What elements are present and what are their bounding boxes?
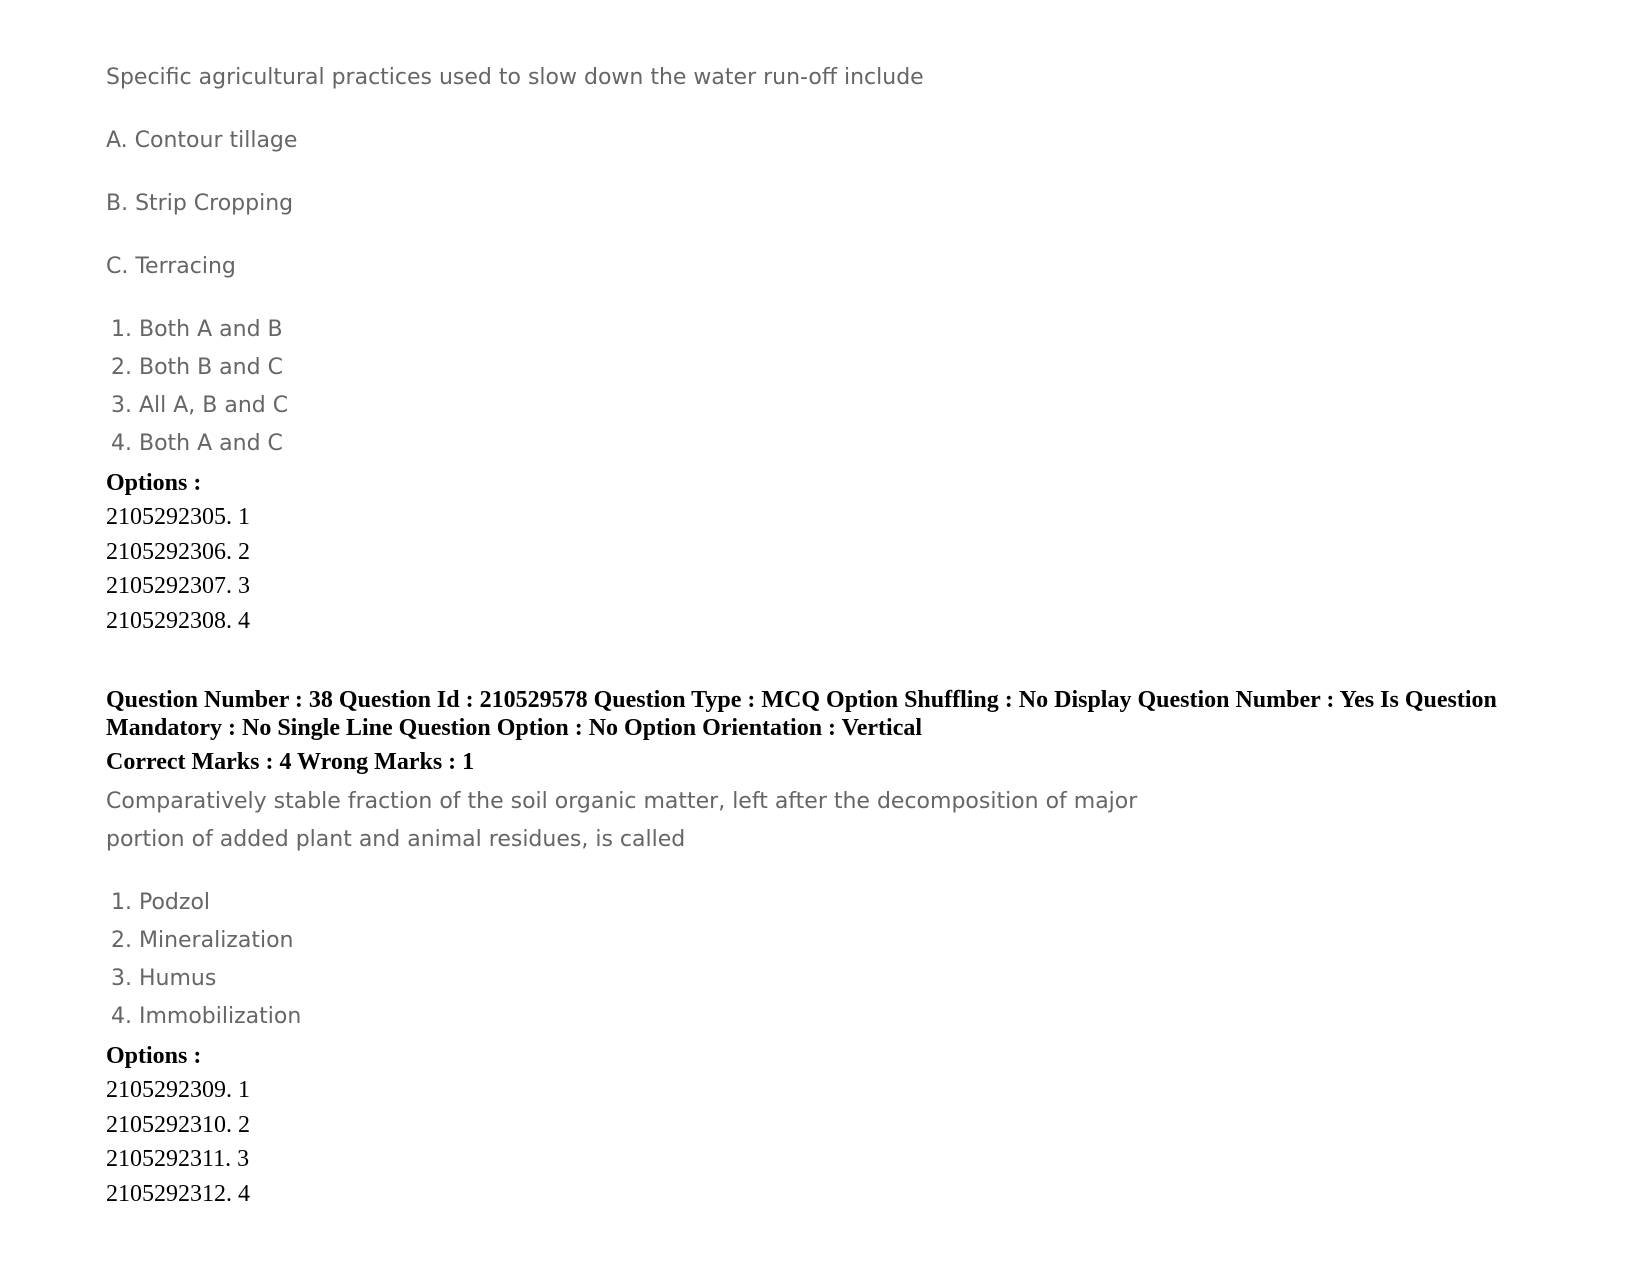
question-meta: Question Number : 38 Question Id : 210529578 Question Type : MCQ Option Shuffling : No Display Question Number : Yes Is Question Mandatory : No Single Line Question Option : No Option Orientation : Vertical	[106, 687, 1497, 741]
options-heading: Options :	[106, 470, 202, 496]
choice-4: 4. Immobilization	[111, 1004, 302, 1029]
choice-3: 3. All A, B and C	[111, 393, 289, 418]
choice-4: 4. Both A and C	[111, 431, 283, 456]
statement-a: A. Contour tillage	[106, 128, 298, 153]
option-id-2: 2105292310. 2	[106, 1112, 250, 1138]
option-id-4: 2105292312. 4	[106, 1181, 250, 1207]
question-text-line-1: Comparatively stable fraction of the soil organic matter, left after the decomposition of major	[106, 789, 1138, 814]
choice-2: 2. Mineralization	[111, 928, 294, 953]
statement-b: B. Strip Cropping	[106, 191, 294, 216]
option-id-1: 2105292309. 1	[106, 1077, 250, 1103]
choice-2: 2. Both B and C	[111, 355, 283, 380]
option-id-4: 2105292308. 4	[106, 608, 250, 634]
option-id-1: 2105292305. 1	[106, 504, 250, 530]
choice-1: 1. Podzol	[111, 890, 211, 915]
options-heading: Options :	[106, 1043, 202, 1069]
option-id-3: 2105292307. 3	[106, 573, 250, 599]
choice-1: 1. Both A and B	[111, 317, 283, 342]
question-text-line-2: portion of added plant and animal residues, is called	[106, 827, 686, 852]
choice-3: 3. Humus	[111, 966, 217, 991]
question-text: Specific agricultural practices used to slow down the water run-off include	[106, 65, 924, 90]
statement-c: C. Terracing	[106, 254, 236, 279]
option-id-2: 2105292306. 2	[106, 539, 250, 565]
option-id-3: 2105292311. 3	[106, 1146, 250, 1172]
marks-info: Correct Marks : 4 Wrong Marks : 1	[106, 749, 475, 775]
